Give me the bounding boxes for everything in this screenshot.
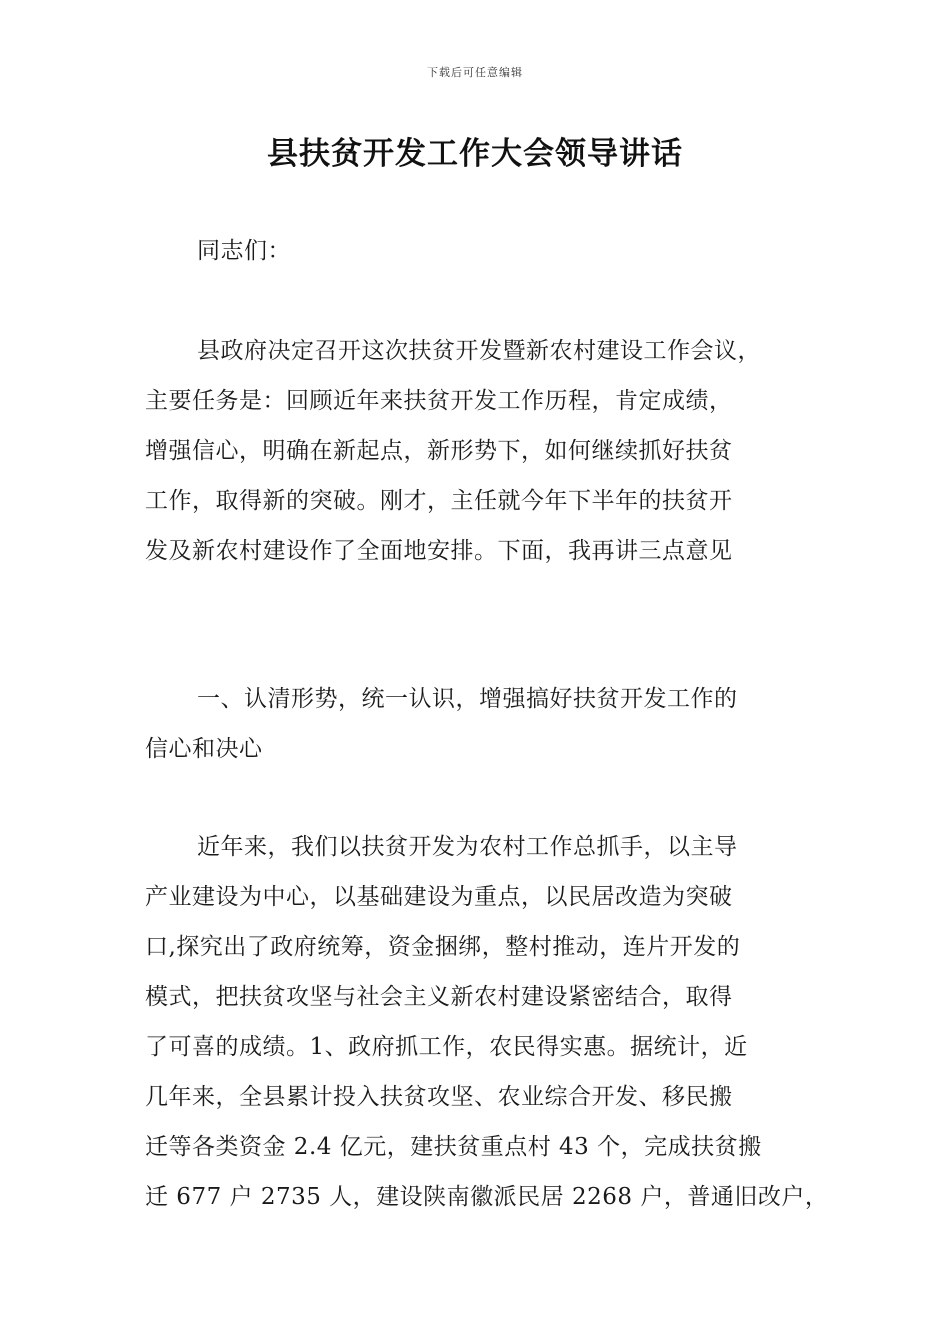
- paragraph-line: 主要任务是：回顾近年来扶贫开发工作历程，肯定成绩，: [145, 388, 733, 414]
- paragraph-line: 产业建设为中心，以基础建设为重点，以民居改造为突破: [145, 884, 733, 910]
- paragraph-line: 模式，把扶贫攻坚与社会主义新农村建设紧密结合，取得: [145, 984, 733, 1010]
- paragraph-line: 县政府决定召开这次扶贫开发暨新农村建设工作会议，: [197, 338, 761, 364]
- paragraph-line: 发及新农村建设作了全面地安排。下面，我再讲三点意见: [145, 538, 733, 564]
- paragraph-line: 近年来，我们以扶贫开发为农村工作总抓手，以主导: [197, 834, 738, 860]
- salutation-text: 同志们：: [197, 238, 291, 264]
- paragraph-line: 增强信心，明确在新起点，新形势下，如何继续抓好扶贫: [145, 438, 733, 464]
- paragraph-line: 几年来，全县累计投入扶贫攻坚、农业综合开发、移民搬: [145, 1084, 733, 1110]
- paragraph-line: 迁等各类资金 2.4 亿元，建扶贫重点村 43 个，完成扶贫搬: [145, 1134, 762, 1160]
- paragraph-intro: [145, 326, 815, 576]
- section-heading-1: [145, 674, 815, 774]
- salutation: [145, 226, 815, 276]
- paragraph-line: 工作，取得新的突破。刚才，主任就今年下半年的扶贫开: [145, 488, 733, 514]
- paragraph-line: 了可喜的成绩。1、政府抓工作，农民得实惠。据统计，近: [145, 1034, 748, 1060]
- paragraph-line: 迁 677 户 2735 人，建设陕南徽派民居 2268 户，普通旧改户，: [145, 1184, 829, 1210]
- heading-line: 信心和决心: [145, 736, 263, 762]
- paragraph-achievements: [145, 822, 829, 1222]
- heading-line: 一、认清形势，统一认识，增强搞好扶贫开发工作的: [197, 686, 738, 712]
- header-note: 下载后可任意编辑: [427, 66, 523, 79]
- document-title: 县扶贫开发工作大会领导讲话: [267, 136, 683, 172]
- paragraph-line: 口,探究出了政府统筹，资金捆绑，整村推动，连片开发的: [145, 934, 741, 960]
